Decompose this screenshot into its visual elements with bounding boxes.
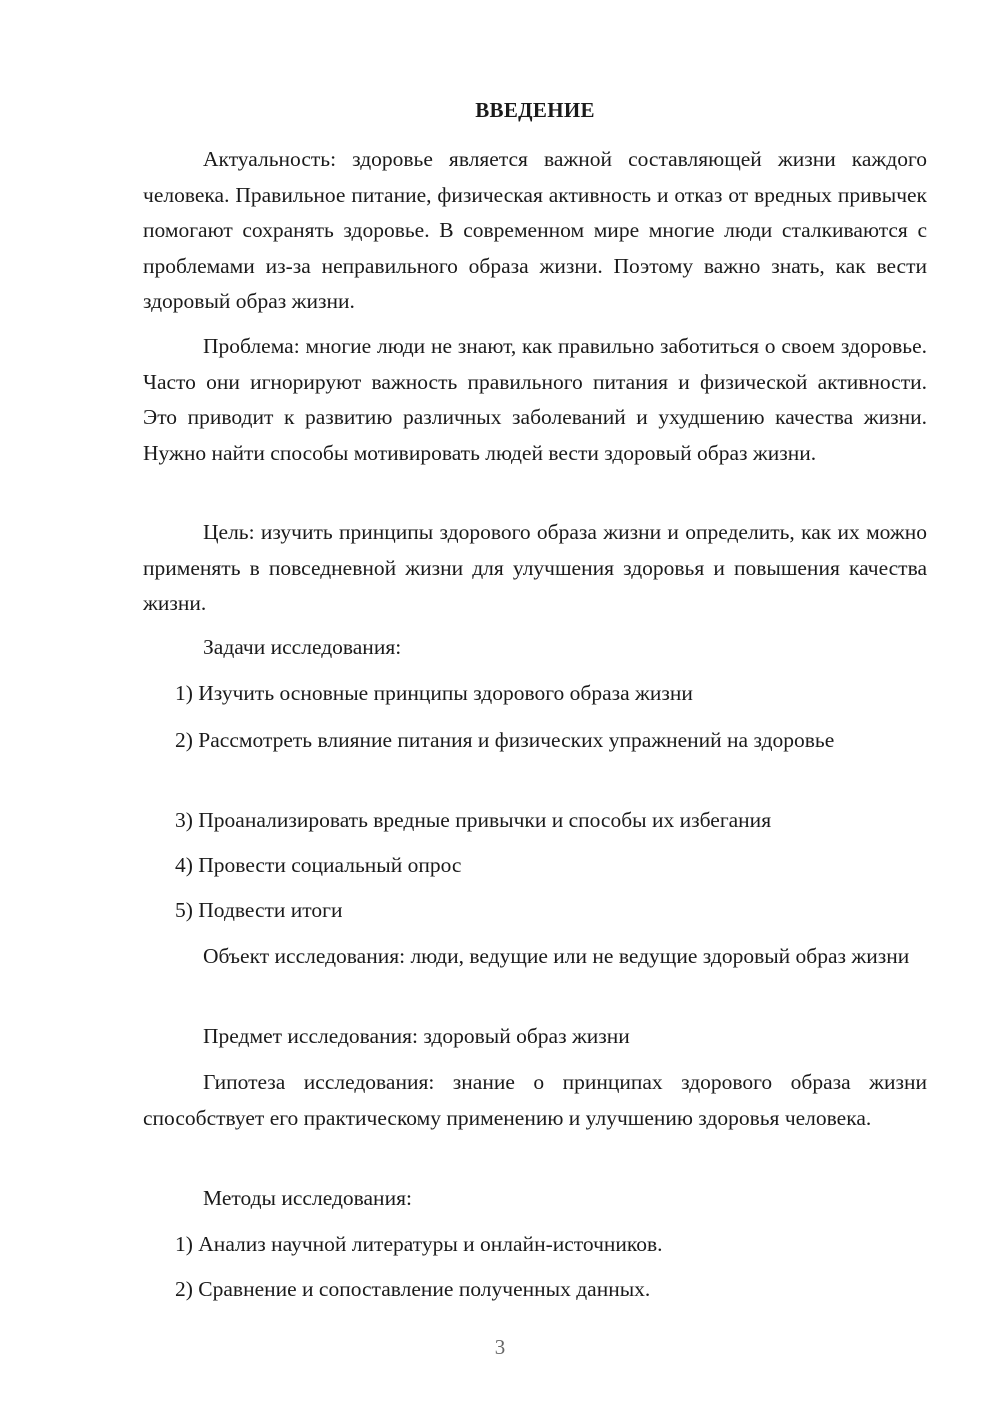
paragraph-research-subject: Предмет исследования: здоровый образ жизни (203, 1024, 630, 1048)
tasks-heading: Задачи исследования: (203, 635, 402, 659)
methods-heading: Методы исследования: (203, 1186, 412, 1210)
paragraph-goal: Цель: изучить принципы здорового образа жизни и определить, как их можно применять в повседневной жизни для улучшения здоровья и повышения качества жизни. (143, 520, 927, 615)
method-item-1: 1) Анализ научной литературы и онлайн-источников. (175, 1232, 663, 1256)
page-number: 3 (494, 1335, 506, 1359)
paragraph-research-object: Объект исследования: люди, ведущие или не ведущие здоровый образ жизни (203, 944, 910, 968)
task-item-1: 1) Изучить основные принципы здорового образа жизни (175, 681, 693, 705)
task-item-2: 2) Рассмотреть влияние питания и физических упражнений на здоровье (175, 728, 835, 752)
paragraph-problem: Проблема: многие люди не знают, как правильно заботиться о своем здоровье. Часто они игнорируют важность правильного питания и физической активности. Это приводит к развитию различных заболеваний и ухудшению качества жизни. Нужно найти способы мотивировать людей вести здоровый образ жизни. (143, 334, 927, 465)
task-item-4: 4) Провести социальный опрос (175, 853, 462, 877)
paragraph-hypothesis: Гипотеза исследования: знание о принципах здорового образа жизни способствует его практическому применению и улучшению здоровья человека. (143, 1070, 927, 1130)
method-item-2: 2) Сравнение и сопоставление полученных данных. (175, 1277, 651, 1301)
task-item-3: 3) Проанализировать вредные привычки и способы их избегания (175, 808, 772, 832)
paragraph-relevance: Актуальность: здоровье является важной составляющей жизни каждого человека. Правильное питание, физическая активность и отказ от вредных привычек помогают сохранять здоровье. В современном мире многие люди сталкиваются с проблемами из-за неправильного образа жизни. Поэтому важно знать, как вести здоровый образ жизни. (143, 147, 927, 313)
task-item-5: 5) Подвести итоги (175, 898, 343, 922)
section-heading: ВВЕДЕНИЕ (475, 98, 595, 122)
